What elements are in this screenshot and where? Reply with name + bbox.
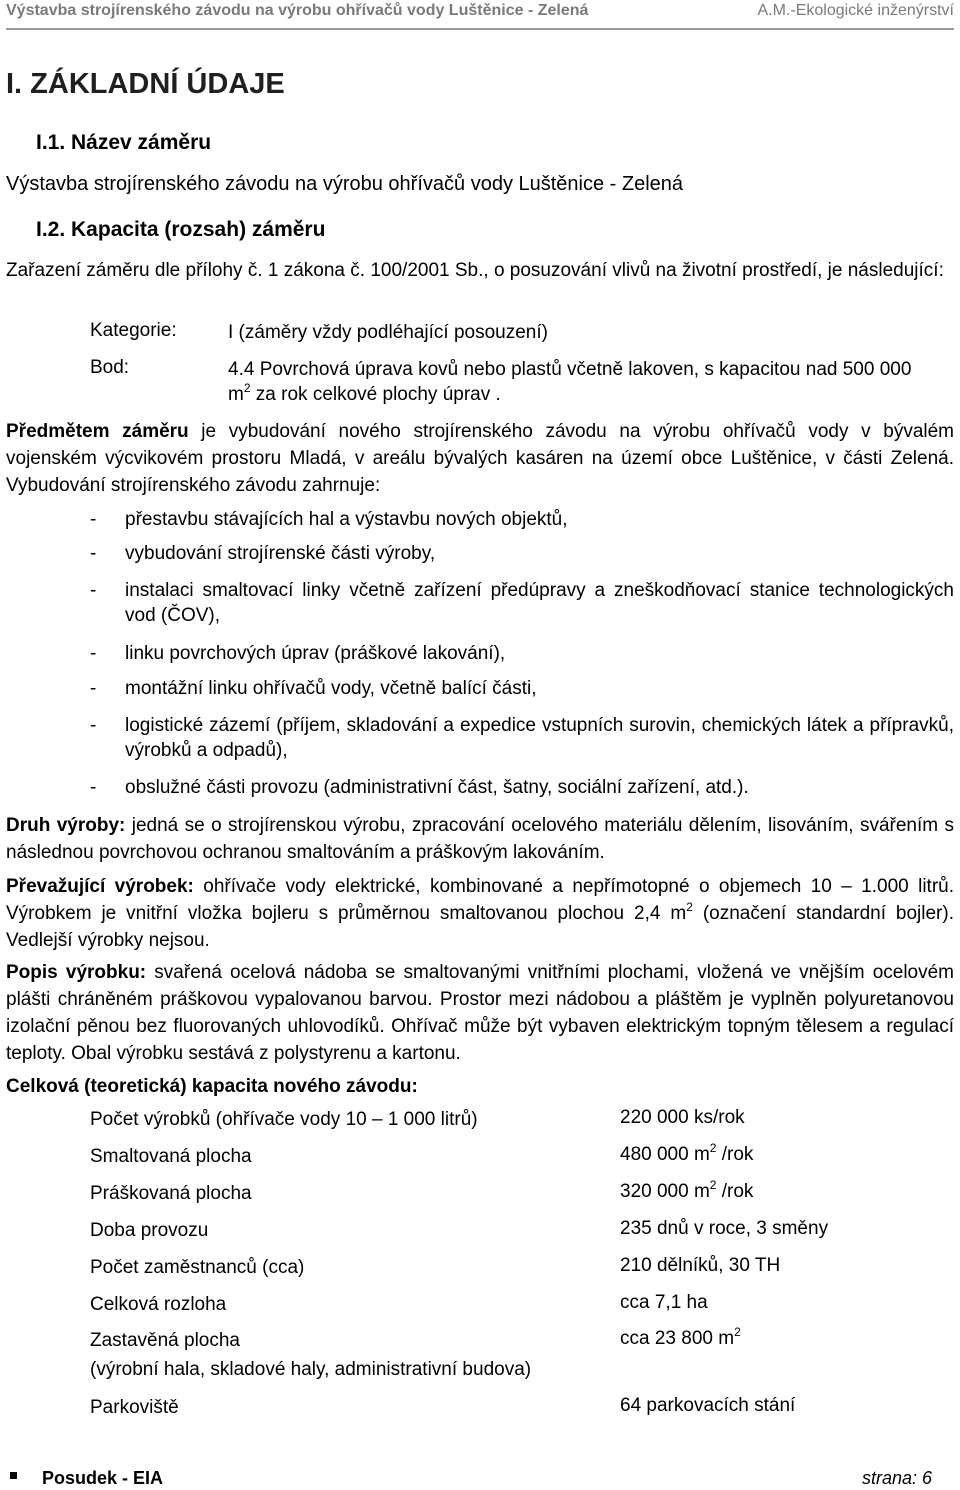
capacity-value-text: 210 dělníků, 30 TH xyxy=(620,1255,781,1276)
druh-label: Druh výroby: xyxy=(6,815,126,836)
prevazujici-text: ohřívače vody elektrické, kombinované a nepřímotopné o objemech 10 – 1.000 litrů. Výrobkem je vnitřní vložka bojleru s průměrnou smaltovanou plochou 2,4 m xyxy=(6,876,954,924)
popis-label: Popis výrobku: xyxy=(6,962,147,983)
capacity-label: Smaltovaná plocha xyxy=(90,1146,252,1167)
capacity-value xyxy=(620,1292,708,1314)
prevazujici-paragraph xyxy=(6,873,954,954)
page-number: strana: 6 xyxy=(861,1468,932,1488)
capacity-label: Doba provozu xyxy=(90,1220,209,1241)
capacity-value-text: cca 23 800 m xyxy=(620,1328,735,1349)
capacity-value xyxy=(620,1255,780,1277)
footer-title: Posudek - EIA xyxy=(42,1468,164,1488)
capacity-label: Zastavěná plocha xyxy=(90,1330,240,1351)
capacity-value-sup: 2 xyxy=(709,1178,717,1192)
capacity-label: Celková rozloha xyxy=(90,1294,227,1315)
bod-label: Bod: xyxy=(90,357,130,378)
capacity-value-text: 64 parkovacích stání xyxy=(620,1395,796,1416)
prevazujici-sup: 2 xyxy=(686,900,693,914)
bod-text-end: za rok celkové plochy úprav . xyxy=(250,384,501,405)
capacity-value xyxy=(620,1218,828,1240)
capacity-label: Práškovaná plocha xyxy=(90,1183,252,1204)
section-heading-nazev: I.1. Název záměru xyxy=(36,131,212,154)
list-item-text: montážní linku ohřívačů vody, včetně balící části, xyxy=(125,678,537,699)
capacity-value xyxy=(620,1141,754,1166)
kategorie-label: Kategorie: xyxy=(90,320,177,341)
capacity-value-text: 235 dnů v roce, 3 směny xyxy=(620,1218,829,1239)
list-item-text: linku povrchových úprav (práškové lakování), xyxy=(125,643,506,664)
prevazujici-label: Převažující výrobek: xyxy=(6,876,194,897)
header-company: A.M.-Ekologické inženýrství xyxy=(757,2,954,19)
project-name: Výstavba strojírenského závodu na výrobu ohřívačů vody Luštěnice - Zelená xyxy=(6,173,684,195)
list-item-text: logistické zázemí (příjem, skladování a expedice vstupních surovin, chemických látek a přípravků, výrobků a odpadů), xyxy=(125,715,954,761)
capacity-label-note: (výrobní hala, skladové haly, administrativní budova) xyxy=(90,1359,532,1380)
capacity-value-sup: 2 xyxy=(709,1141,717,1155)
bod-value xyxy=(228,357,928,407)
capacity-value-sup: 2 xyxy=(734,1325,741,1339)
capacity-value-unit: /rok xyxy=(716,1181,754,1202)
capacity-value-unit: /rok xyxy=(716,1144,754,1165)
capacity-label: Počet výrobků (ohřívače vody 10 – 1 000 litrů) xyxy=(90,1109,478,1130)
capacity-value xyxy=(620,1325,741,1350)
capacity-value-text: 320 000 m xyxy=(620,1181,710,1202)
square-bullet-icon xyxy=(10,1472,17,1479)
document-page: Výstavba strojírenského závodu na výrobu ohřívačů vody Luštěnice - Zelená A.M.-Ekologické inženýrství I. ZÁKLADNÍ ÚDAJE I.1. Název záměru Výstavba strojírenského závodu na výrobu ohřívačů vody Luštěnice - Zelená I.2. Kapacita (rozsah) záměru Zařazení záměru dle přílohy č. 1 zákona č. 100/2001 Sb., o posuzování vlivů na životní prostředí, je následující: Kategorie: I (záměry vždy podléhající posouzení) Bod: 4.4 Povrchová úprava kovů nebo plastů včetně lakoven, s kapacitou nad 500 000 $m^2$ za rok celkové plochy úprav . Předmětem záměru je vybudování nového strojírenského závodu na výrobu ohřívačů vody v bývalém vojenském výcvikovém prostoru Mladá, v areálu bývalých kasáren na území obce Luštěnice, v části Zelená. Vybudování strojírenského závodu zahrnuje: - přestavbu stávajících hal a výstavbu nových objektů, - vybudování strojírenské části výroby, - instalaci smaltovací linky včetně zařízení předúpravy a zneškodňovací stanice technologických vod (ČOV), - linku povrchových úprav (práškové lakování), - montážní linku ohřívačů vody, včetně balící části, - logistické zázemí (příjem, skladování a expedice vstupních surovin, chemických látek a přípravků, výrobků a odpadů), - obslužné části provozu (administrativní část, šatny, sociální zařízení, atd.). Druh výroby: jedná se o strojírenskou výrobu, zpracování ocelového materiálu dělením, lisováním, svářením s následnou povrchovou ochranou smaltováním a práškovým lakováním. Převažující výrobek: ohřívače vody elektrické, kombinované a nepřímotopné o objemech 10 – 1.000 litrů. Výrobkem je vnitřní vložka bojleru s průměrnou smaltovanou plochou 2,4 $m^2$ (označení standardní bojler). Vedlejší výrobky nejsou. Popis výrobku: svařená ocelová nádoba se smaltovanými vnitřními plochami, vložená ve vnějším ocelovém plášti chráněném práškovou vypalovanou barvou. Prostor mezi nádobou a pláštěm je vyplněn polyuretanovou izolační pěnou bez fluorovaných uhlovodíků. Ohřívač může být vybaven elektrickým topným tělesem a regulací teploty. Obal výrobku sestává z polystyrenu a kartonu. Celková (teoretická) kapacita nového závodu: Počet výrobků (ohřívače vody 10 – 1 000 litrů) 220 000 ks/rok Smaltovaná plocha 480 000 $m^2$ /rok Práškovaná plocha 320 000 $m^2$ /rok Doba provozu 235 dnů v roce, 3 směny Počet zaměstnanců (cca) 210 dělníků, 30 TH Celková rozloha cca 7,1 ha Zastavěná plocha (výrobní hala, skladové haly, administrativní budova) cca 23 800 $m^2$ Parkoviště 64 parkovacích stání Posudek - EIA strana: 6 xyxy=(6,2,955,1488)
bod-sup: 2 xyxy=(243,381,251,395)
predmet-text: je vybudování nového strojírenského závodu na výrobu ohřívačů vody v bývalém vojenském výcvikovém prostoru Mladá, v areálu bývalých kasáren na území obce Luštěnice, v části Zelená. Vybudování strojírenského závodu zahrnuje: xyxy=(6,421,954,496)
druh-text: jedná se o strojírenskou výrobu, zpracování ocelového materiálu dělením, lisováním, svářením s následnou povrchovou ochranou smaltováním a práškovým lakováním. xyxy=(6,815,954,863)
predmet-label: Předmětem záměru xyxy=(6,421,189,442)
list-item-text: vybudování strojírenské části výroby, xyxy=(125,543,436,564)
popis-paragraph xyxy=(6,959,954,1067)
capacity-value xyxy=(620,1395,795,1417)
capacity-value xyxy=(620,1107,745,1129)
kapacita-heading: Celková (teoretická) kapacita nového závodu: xyxy=(6,1076,418,1097)
bod-text: 4.4 Povrchová úprava kovů nebo plastů včetně lakoven, s kapacitou nad 500 000 m xyxy=(228,359,912,405)
popis-text: svařená ocelová nádoba se smaltovanými vnitřními plochami, vložená ve vnějším ocelovém plášti chráněném práškovou vypalovanou barvou. Prostor mezi nádobou a pláštěm je vyplněn polyuretanovou izolační pěnou bez fluorovaných uhlovodíků. Ohřívač může být vybaven elektrickým topným tělesem a regulací teploty. Obal výrobku sestává z polystyrenu a kartonu. xyxy=(6,962,955,1064)
capacity-value-text: cca 7,1 ha xyxy=(620,1292,708,1313)
capacity-label: Parkoviště xyxy=(90,1397,179,1418)
predmet-paragraph xyxy=(6,418,954,499)
capacity-label: Počet zaměstnanců (cca) xyxy=(90,1257,305,1278)
capacity-value-text: 480 000 m xyxy=(620,1144,710,1165)
kategorie-value: I (záměry vždy podléhající posouzení) xyxy=(228,322,548,343)
list-item-text: přestavbu stávajících hal a výstavbu nových objektů, xyxy=(125,509,568,530)
chapter-title: I. ZÁKLADNÍ ÚDAJE xyxy=(6,68,285,100)
druh-paragraph xyxy=(6,812,954,866)
page-header xyxy=(6,0,954,30)
list-item-text: obslužné části provozu (administrativní část, šatny, sociální zařízení, atd.). xyxy=(125,777,749,798)
section-heading-kapacita: I.2. Kapacita (rozsah) záměru xyxy=(36,218,326,241)
list-item-text: instalaci smaltovací linky včetně zařízení předúpravy a zneškodňovací stanice technologických vod (ČOV), xyxy=(125,580,954,626)
page-footer xyxy=(6,1468,954,1490)
classification-intro: Zařazení záměru dle přílohy č. 1 zákona č. 100/2001 Sb., o posuzování vlivů na životní prostředí, je následující: xyxy=(6,260,944,281)
capacity-value xyxy=(620,1178,754,1203)
header-title: Výstavba strojírenského závodu na výrobu ohřívačů vody Luštěnice - Zelená xyxy=(6,2,589,19)
prevazujici-text-end: (označení standardní bojler). Vedlejší výrobky nejsou. xyxy=(6,903,954,951)
capacity-value-text: 220 000 ks/rok xyxy=(620,1107,745,1128)
